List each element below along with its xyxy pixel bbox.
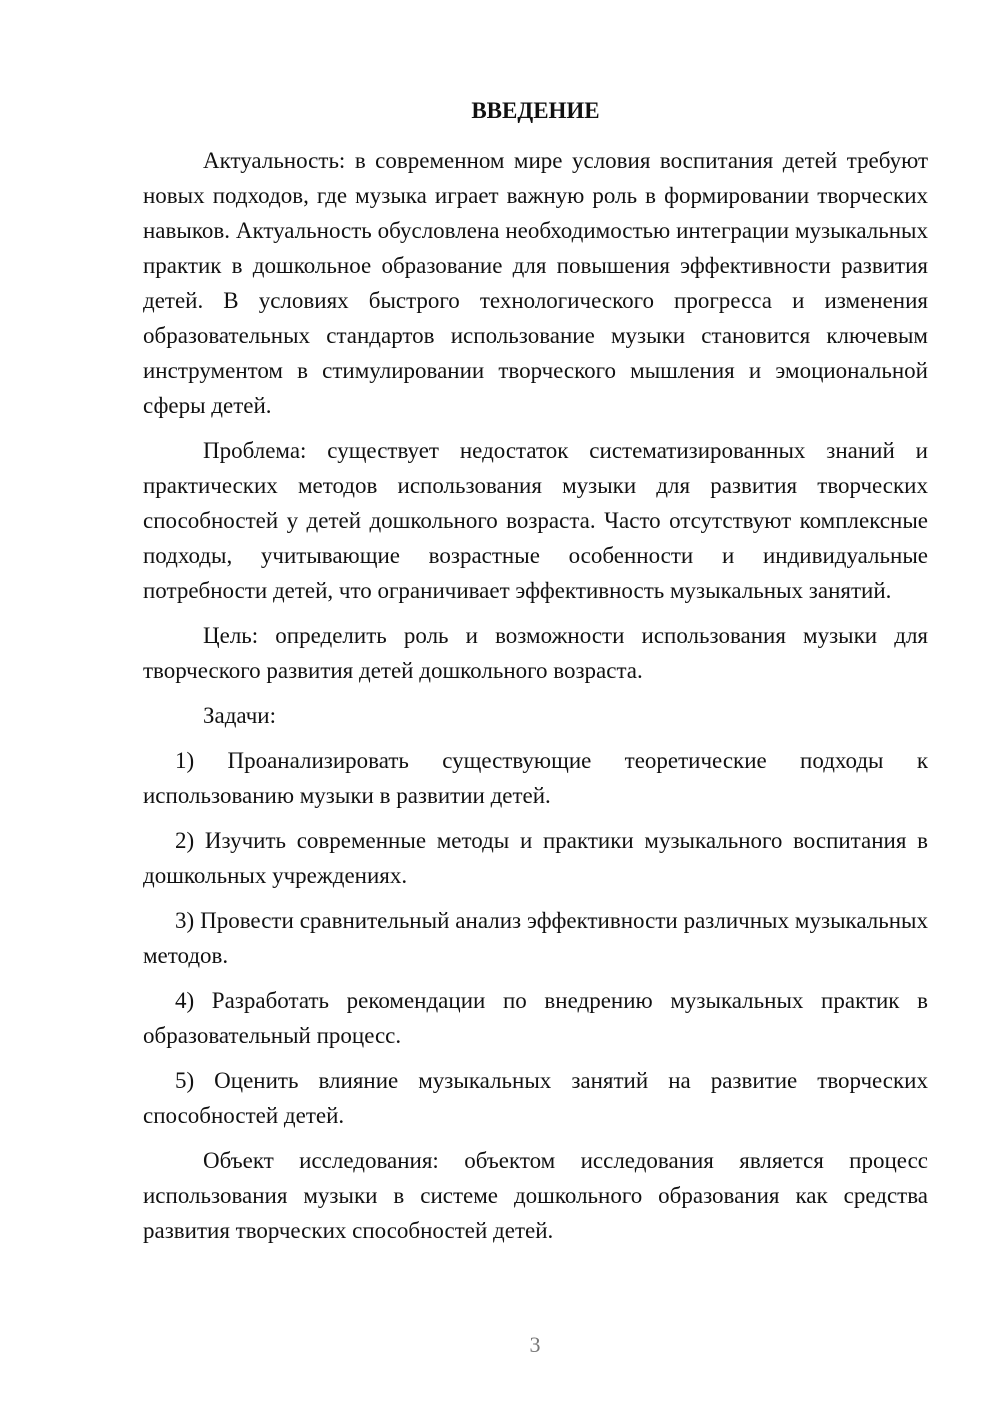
task-item: 5) Оценить влияние музыкальных занятий на развитие творческих способностей детей. [143, 1068, 928, 1128]
page-number: 3 [529, 1332, 541, 1357]
task-item: 2) Изучить современные методы и практики музыкального воспитания в дошкольных учреждениях. [143, 828, 928, 888]
tasks-label: Задачи: [203, 703, 276, 728]
problem-paragraph: Проблема: существует недостаток систематизированных знаний и практических методов использования музыки для развития творческих способностей у детей дошкольного возраста. Часто отсутствуют комплексные подходы, учитывающие возрастные особенности и индивидуальные потребности детей, что ограничивает эффективность музыкальных занятий. [143, 438, 928, 603]
page-title: ВВЕДЕНИЕ [471, 98, 600, 123]
relevance-paragraph: Актуальность: в современном мире условия воспитания детей требуют новых подходов, где музыка играет важную роль в формировании творческих навыков. Актуальность обусловлена необходимостью интеграции музыкальных практик в дошкольное образование для повышения эффективности развития детей. В условиях быстрого технологического прогресса и изменения образовательных стандартов использование музыки становится ключевым инструментом в стимулировании творческого мышления и эмоциональной сферы детей. [143, 148, 928, 418]
task-item: 3) Провести сравнительный анализ эффективности различных музыкальных методов. [143, 908, 928, 968]
document-body [143, 143, 928, 1258]
object-paragraph: Объект исследования: объектом исследования является процесс использования музыки в системе дошкольного образования как средства развития творческих способностей детей. [143, 1148, 928, 1243]
task-item: 4) Разработать рекомендации по внедрению музыкальных практик в образовательный процесс. [143, 988, 928, 1048]
task-item: 1) Проанализировать существующие теоретические подходы к использованию музыки в развитии детей. [143, 748, 928, 808]
goal-paragraph: Цель: определить роль и возможности использования музыки для творческого развития детей дошкольного возраста. [143, 623, 928, 683]
